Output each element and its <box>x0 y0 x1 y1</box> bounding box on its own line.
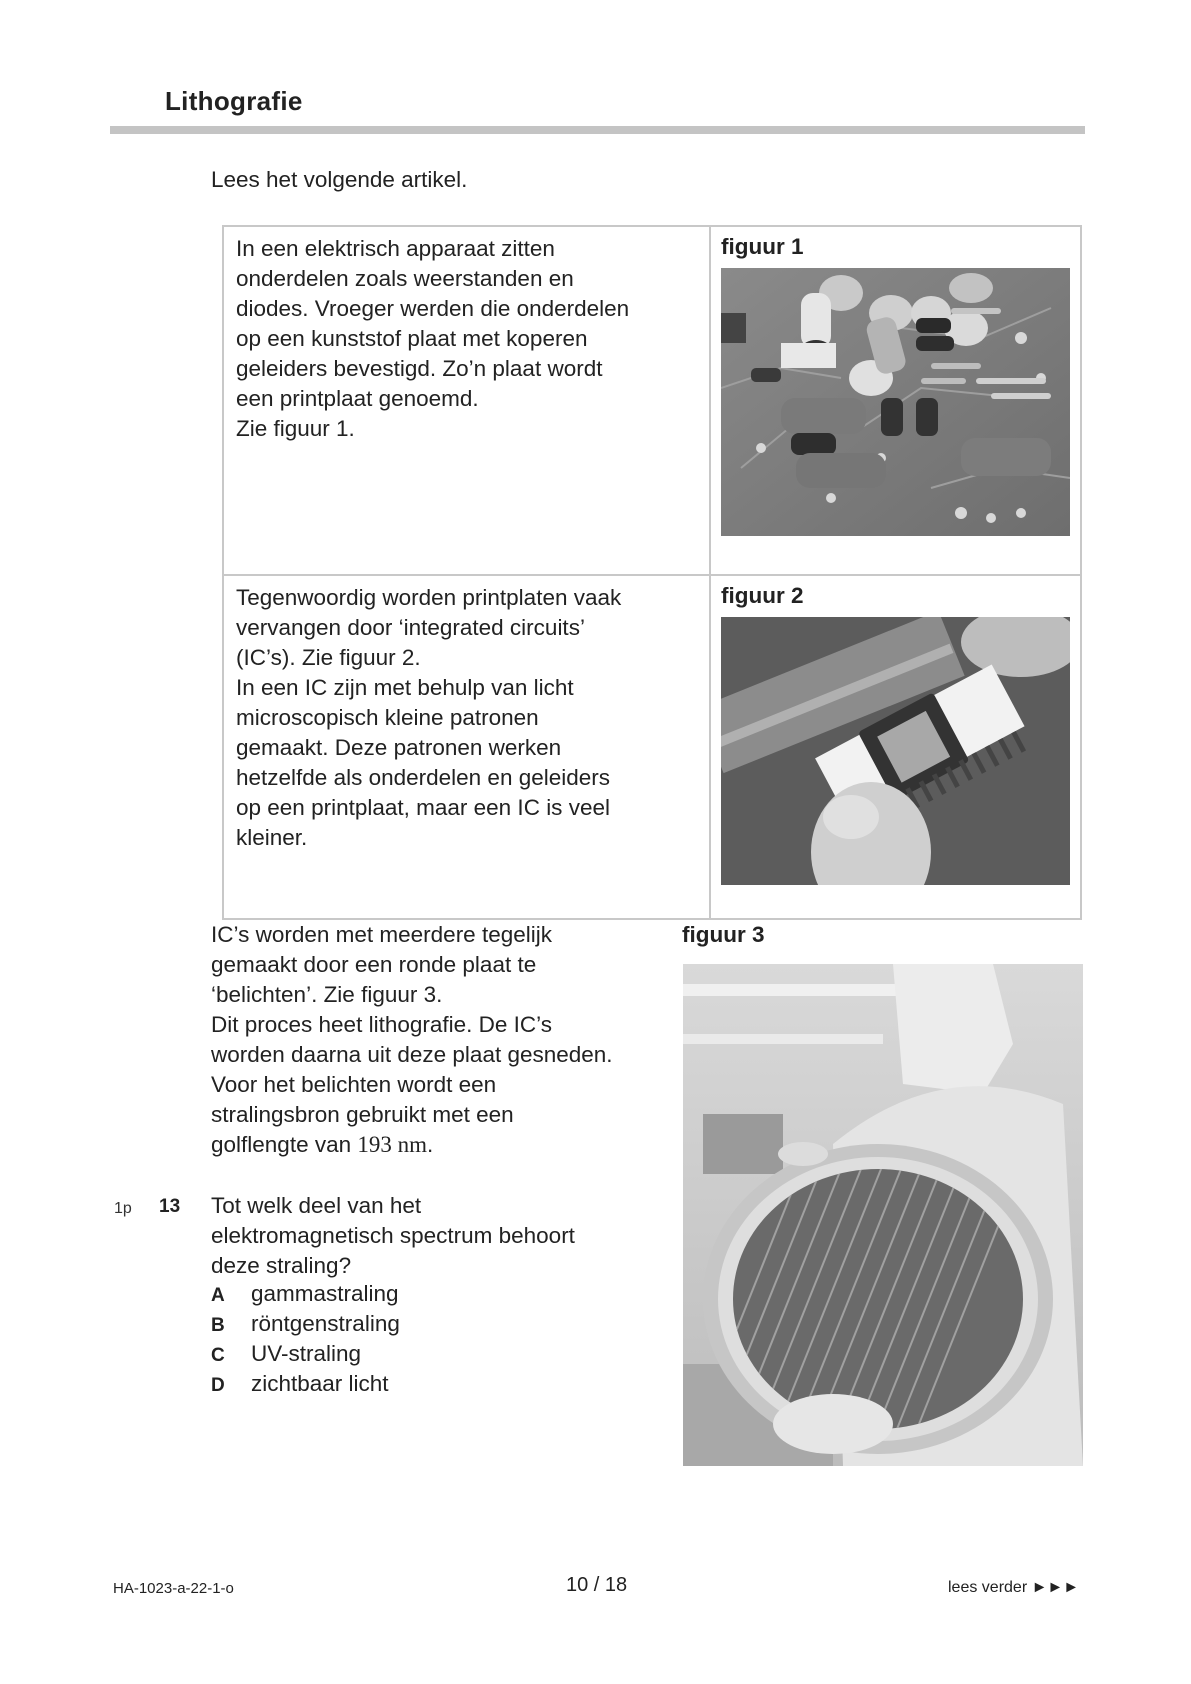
figure-2-ic-photo <box>721 617 1070 885</box>
article-text-cell <box>223 575 710 919</box>
figure-1-label: figuur 1 <box>721 234 804 259</box>
figure-cell <box>710 226 1081 575</box>
question-number: 13 <box>159 1196 181 1217</box>
text-line: deze straling? <box>211 1253 352 1278</box>
page-number: 10 / 18 <box>566 1574 628 1596</box>
question-points: 1p <box>114 1200 132 1217</box>
option-letter: D <box>211 1375 225 1396</box>
option-label: zichtbaar licht <box>251 1371 389 1396</box>
text-line: op een kunststof plaat met koperen <box>236 326 588 351</box>
text-fragment: . <box>427 1132 434 1157</box>
text-line: op een printplaat, maar een IC is veel <box>236 795 610 820</box>
section-title: Lithografie <box>165 86 303 116</box>
text-line: ‘belichten’. Zie figuur 3. <box>211 982 443 1007</box>
figure-cell <box>710 575 1081 919</box>
text-line: een printplaat genoemd. <box>236 386 479 411</box>
intro-text: Lees het volgende artikel. <box>211 167 468 192</box>
text-line: Voor het belichten wordt een <box>211 1072 497 1097</box>
text-line: gemaakt. Deze patronen werken <box>236 735 562 760</box>
text-line: geleiders bevestigd. Zo’n plaat wordt <box>236 356 603 381</box>
text-line <box>211 1130 671 1160</box>
figure-3-wafer-photo <box>683 964 1083 1466</box>
text-line: stralingsbron gebruikt met een <box>211 1102 514 1127</box>
text-line: Zie figuur 1. <box>236 416 355 441</box>
text-line: Tegenwoordig worden printplaten vaak <box>236 585 622 610</box>
title-divider <box>110 126 1085 134</box>
paragraph-2 <box>211 920 671 1160</box>
wavelength-value: 193 nm <box>357 1132 428 1157</box>
answer-option-b[interactable] <box>211 1311 400 1341</box>
text-line: microscopisch kleine patronen <box>236 705 539 730</box>
option-letter: A <box>211 1285 225 1306</box>
option-label: röntgenstraling <box>251 1311 400 1336</box>
option-letter: C <box>211 1345 225 1366</box>
text-line: onderdelen zoals weerstanden en <box>236 266 574 291</box>
exam-code: HA-1023-a-22-1-o <box>113 1580 234 1597</box>
figure-1-pcb-photo <box>721 268 1070 536</box>
text-line: In een elektrisch apparaat zitten <box>236 236 555 261</box>
option-label: gammastraling <box>251 1281 399 1306</box>
text-line: vervangen door ‘integrated circuits’ <box>236 615 585 640</box>
text-line: elektromagnetisch spectrum behoort <box>211 1223 575 1248</box>
figure-3-label: figuur 3 <box>682 922 765 947</box>
text-line: gemaakt door een ronde plaat te <box>211 952 537 977</box>
figure-2-label: figuur 2 <box>721 583 804 608</box>
text-line: In een IC zijn met behulp van licht <box>236 675 574 700</box>
text-line: IC’s worden met meerdere tegelijk <box>211 922 552 947</box>
question-text <box>211 1191 671 1281</box>
option-letter: B <box>211 1315 225 1336</box>
answer-option-d[interactable] <box>211 1371 400 1401</box>
option-label: UV-straling <box>251 1341 362 1366</box>
text-line: Tot welk deel van het <box>211 1193 422 1218</box>
text-line: kleiner. <box>236 825 308 850</box>
article-text-cell <box>223 226 710 575</box>
text-line: diodes. Vroeger werden die onderdelen <box>236 296 630 321</box>
answer-option-c[interactable] <box>211 1341 400 1371</box>
text-line: Dit proces heet lithografie. De IC’s <box>211 1012 552 1037</box>
text-fragment: golflengte van <box>211 1132 358 1157</box>
answer-option-a[interactable] <box>211 1281 400 1311</box>
text-line: worden daarna uit deze plaat gesneden. <box>211 1042 613 1067</box>
article-row <box>223 575 1081 919</box>
continue-indicator: lees verder ►►► <box>948 1579 1080 1596</box>
article-table <box>222 225 1082 920</box>
article-row <box>223 226 1081 575</box>
answer-options <box>211 1281 400 1401</box>
text-line: hetzelfde als onderdelen en geleiders <box>236 765 611 790</box>
text-line: (IC’s). Zie figuur 2. <box>236 645 421 670</box>
